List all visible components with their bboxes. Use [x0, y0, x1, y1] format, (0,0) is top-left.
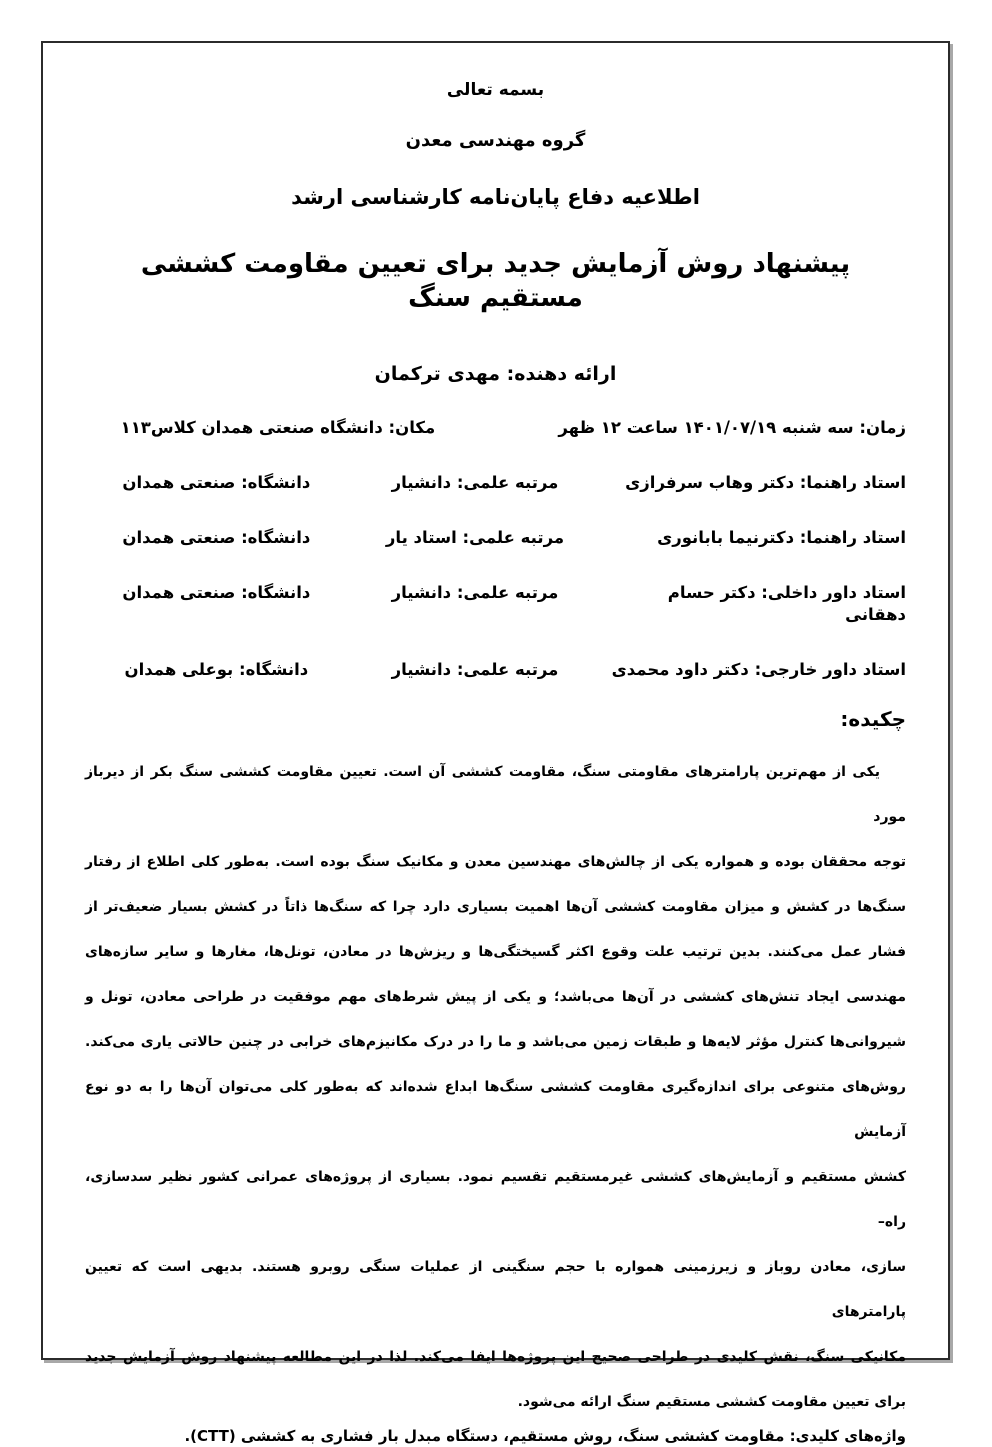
supervisor-name: استاد راهنما: دکتر وهاب سرفرازی [625, 473, 906, 492]
academic-rank: مرتبه علمی: دانشیار [391, 583, 559, 602]
academic-rank: مرتبه علمی: دانشیار [391, 473, 559, 492]
abstract-line: مهندسی ایجاد تنش‌های کششی در آن‌ها می‌باشد؛ و یکی از پیش شرط‌های مهم موفقیت در طراحی معادن، تونل و [85, 989, 906, 1005]
defense-location: مکان: دانشگاه صنعتی همدان کلاس۱۱۳ [120, 418, 436, 437]
abstract-line: روش‌های متنوعی برای اندازه‌گیری مقاومت کششی سنگ‌ها ابداع شده‌اند که به‌طور کلی می‌توان آن‌ها را به دو نوع آزمایش [85, 1079, 906, 1140]
abstract-heading: چکیده: [840, 707, 906, 731]
university-name: دانشگاه: بوعلی همدان [124, 660, 309, 679]
table-row [85, 527, 906, 549]
university-name: دانشگاه: صنعتی همدان [122, 473, 311, 492]
defense-announcement-heading: اطلاعیه دفاع پایان‌نامه کارشناسی ارشد [291, 185, 700, 209]
university-name: دانشگاه: صنعتی همدان [122, 583, 311, 602]
abstract-line: برای تعیین مقاومت کششی مستقیم سنگ ارائه می‌شود. [517, 1394, 906, 1410]
external-examiner-name: استاد داور خارجی: دکتر داود محمدی [611, 660, 906, 679]
abstract-line: سنگ‌ها در کشش و میزان مقاومت کششی آن‌ها اهمیت بسیاری دارد چرا که سنگ‌ها ذاتاً در کشش بسیار ضعیف‌تر از [85, 899, 906, 915]
table-row [85, 582, 906, 626]
schedule-row [85, 417, 906, 439]
abstract-line: کشش مستقیم و آزمایش‌های کششی غیرمستقیم تقسیم نمود. بسیاری از پروژه‌های عمرانی کشور نظیر سدسازی، راه– [85, 1169, 906, 1230]
bismillah-text: بسمه تعالی [446, 80, 545, 100]
academic-rank: مرتبه علمی: دانشیار [391, 660, 559, 679]
abstract-body [85, 750, 906, 1425]
table-row [85, 659, 906, 681]
page-border [41, 41, 950, 1445]
supervisor-name: استاد راهنما: دکترنیما بابانوری [657, 528, 906, 547]
abstract-line: سازی، معادن روباز و زیرزمینی همواره با حجم سنگینی از عملیات سنگی روبرو هستند. بدیهی است که تعیین پارامترهای [85, 1259, 906, 1320]
presenter-line: ارائه دهنده: مهدی ترکمان [374, 363, 617, 385]
committee-table [85, 472, 906, 681]
abstract-line: توجه محققان بوده و همواره یکی از چالش‌های مهندسین معدن و مکانیک سنگ بوده است. به‌طور کلی اطلاع از رفتار [85, 854, 906, 870]
abstract-line: شیروانی‌ها کنترل مؤثر لایه‌ها و طبقات زمین می‌باشد و ما را در درک مکانیزم‌های خرابی در چنین حالاتی یاری می‌کند. [85, 1034, 906, 1050]
abstract-line: فشار عمل می‌کنند. بدین ترتیب علت وقوع اکثر گسیختگی‌ها و ریزش‌ها در معادن، تونل‌ها، مغارها و سایر سازه‌های [85, 944, 906, 960]
abstract-line: مکانیکی سنگ، نقش کلیدی در طراحی صحیح این پروژه‌ها ایفا می‌کند. لذا در این مطالعه پیشنهاد روش آزمایش جدید [85, 1349, 906, 1365]
table-row [85, 472, 906, 494]
department-title: گروه مهندسی معدن [405, 130, 586, 151]
thesis-title: پیشنهاد روش آزمایش جدید برای تعیین مقاومت کششی مستقیم سنگ [140, 249, 851, 313]
academic-rank: مرتبه علمی: استاد یار [385, 528, 565, 547]
university-name: دانشگاه: صنعتی همدان [122, 528, 311, 547]
keywords-line: واژه‌های کلیدی: مقاومت کششی سنگ، روش مستقیم، دستگاه مبدل بار فشاری به کششی (CTT). [184, 1427, 906, 1445]
abstract-line: یکی از مهم‌ترین پارامترهای مقاومتی سنگ، مقاومت کششی آن است. تعیین مقاومت کششی سنگ بکر از دیرباز مورد [85, 764, 906, 825]
internal-examiner-name: استاد داور داخلی: دکتر حسام دهقانی [667, 583, 906, 624]
defense-time: زمان: سه شنبه ۱۴۰۱/۰۷/۱۹ ساعت ۱۲ ظهر [558, 418, 906, 437]
